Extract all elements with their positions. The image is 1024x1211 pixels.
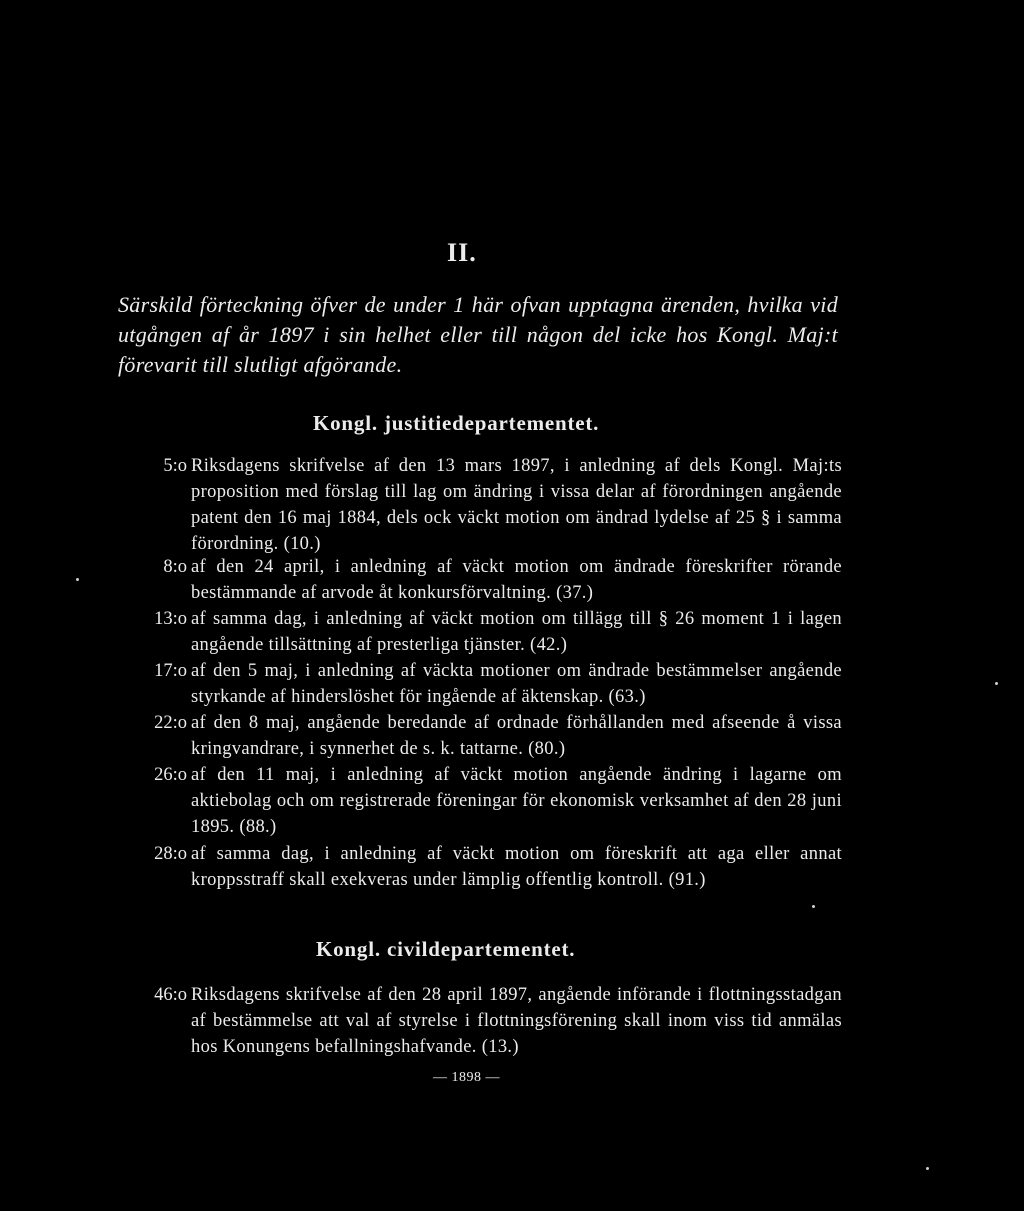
list-item: [130, 762, 842, 840]
chapter-heading: II.: [447, 238, 477, 267]
section-title-justitie: Kongl. justitiedepartementet.: [313, 411, 600, 435]
entry-number: 13:o: [154, 609, 187, 629]
list-item: [130, 710, 842, 762]
entry-text: af den 11 maj, i anledning af väckt motion angående ändring i lagarne om aktiebolag och om registrerade föreningar för ekonomisk verksamhet af den 28 juni 1895. (88.): [191, 765, 842, 837]
entry-number: 17:o: [154, 661, 187, 681]
list-item: [130, 554, 842, 606]
scan-speck: [76, 578, 79, 581]
list-item: [130, 658, 842, 710]
entry-text: af den 24 april, i anledning af väckt motion om ändrade föreskrifter rörande bestämmande af arvode åt konkursförvaltning. (37.): [191, 557, 842, 603]
entry-text: af samma dag, i anledning af väckt motion om föreskrift att aga eller annat kroppsstraff skall exekveras under lämplig offentlig kontroll. (91.): [191, 844, 842, 890]
entry-number: 26:o: [154, 765, 187, 785]
entry-number: 5:o: [163, 456, 187, 476]
page-number: — 1898 —: [433, 1070, 500, 1085]
entry-text: af den 8 maj, angående beredande af ordnade förhållanden med afseende å vissa kringvandrare, i synnerhet de s. k. tattarne. (80.): [191, 713, 842, 759]
entry-text: af samma dag, i anledning af väckt motion om tillägg till § 26 moment 1 i lagen angående tillsättning af presterliga tjänster. (42.): [191, 609, 842, 655]
intro-paragraph: Särskild förteckning öfver de under 1 här ofvan upptagna ärenden, hvilka vid utgången af år 1897 i sin helhet eller till någon del icke hos Kongl. Maj:t förevarit till slutligt afgörande.: [118, 292, 838, 377]
section-title-civil: Kongl. civildepartementet.: [316, 937, 576, 961]
list-item: [130, 841, 842, 893]
entry-number: 22:o: [154, 713, 187, 733]
entry-text: Riksdagens skrifvelse af den 13 mars 1897, i anledning af dels Kongl. Maj:ts proposition med förslag till lag om ändring i vissa delar af förordningen angående patent den 16 maj 1884, dels ock väckt motion om ändrad lydelse af 25 § i samma förordning. (10.): [191, 456, 842, 554]
scan-speck: [926, 1167, 929, 1170]
list-item: [130, 982, 842, 1060]
scan-speck: [995, 682, 998, 685]
scan-speck: [812, 905, 815, 908]
entry-text: af den 5 maj, i anledning af väckta motioner om ändrade bestämmelser angående styrkande af hinderslöshet för ingående af äktenskap. (63.): [191, 661, 842, 707]
entry-number: 8:o: [163, 557, 187, 577]
entry-number: 46:o: [154, 985, 187, 1005]
entry-number: 28:o: [154, 844, 187, 864]
list-item: [130, 453, 842, 557]
list-item: [130, 606, 842, 658]
entry-text: Riksdagens skrifvelse af den 28 april 1897, angående införande i flottningsstadgan af bestämmelse att val af styrelse i flottningsförening skall inom viss tid anmälas hos Konungens befallningshafvande. (13.): [191, 985, 842, 1057]
